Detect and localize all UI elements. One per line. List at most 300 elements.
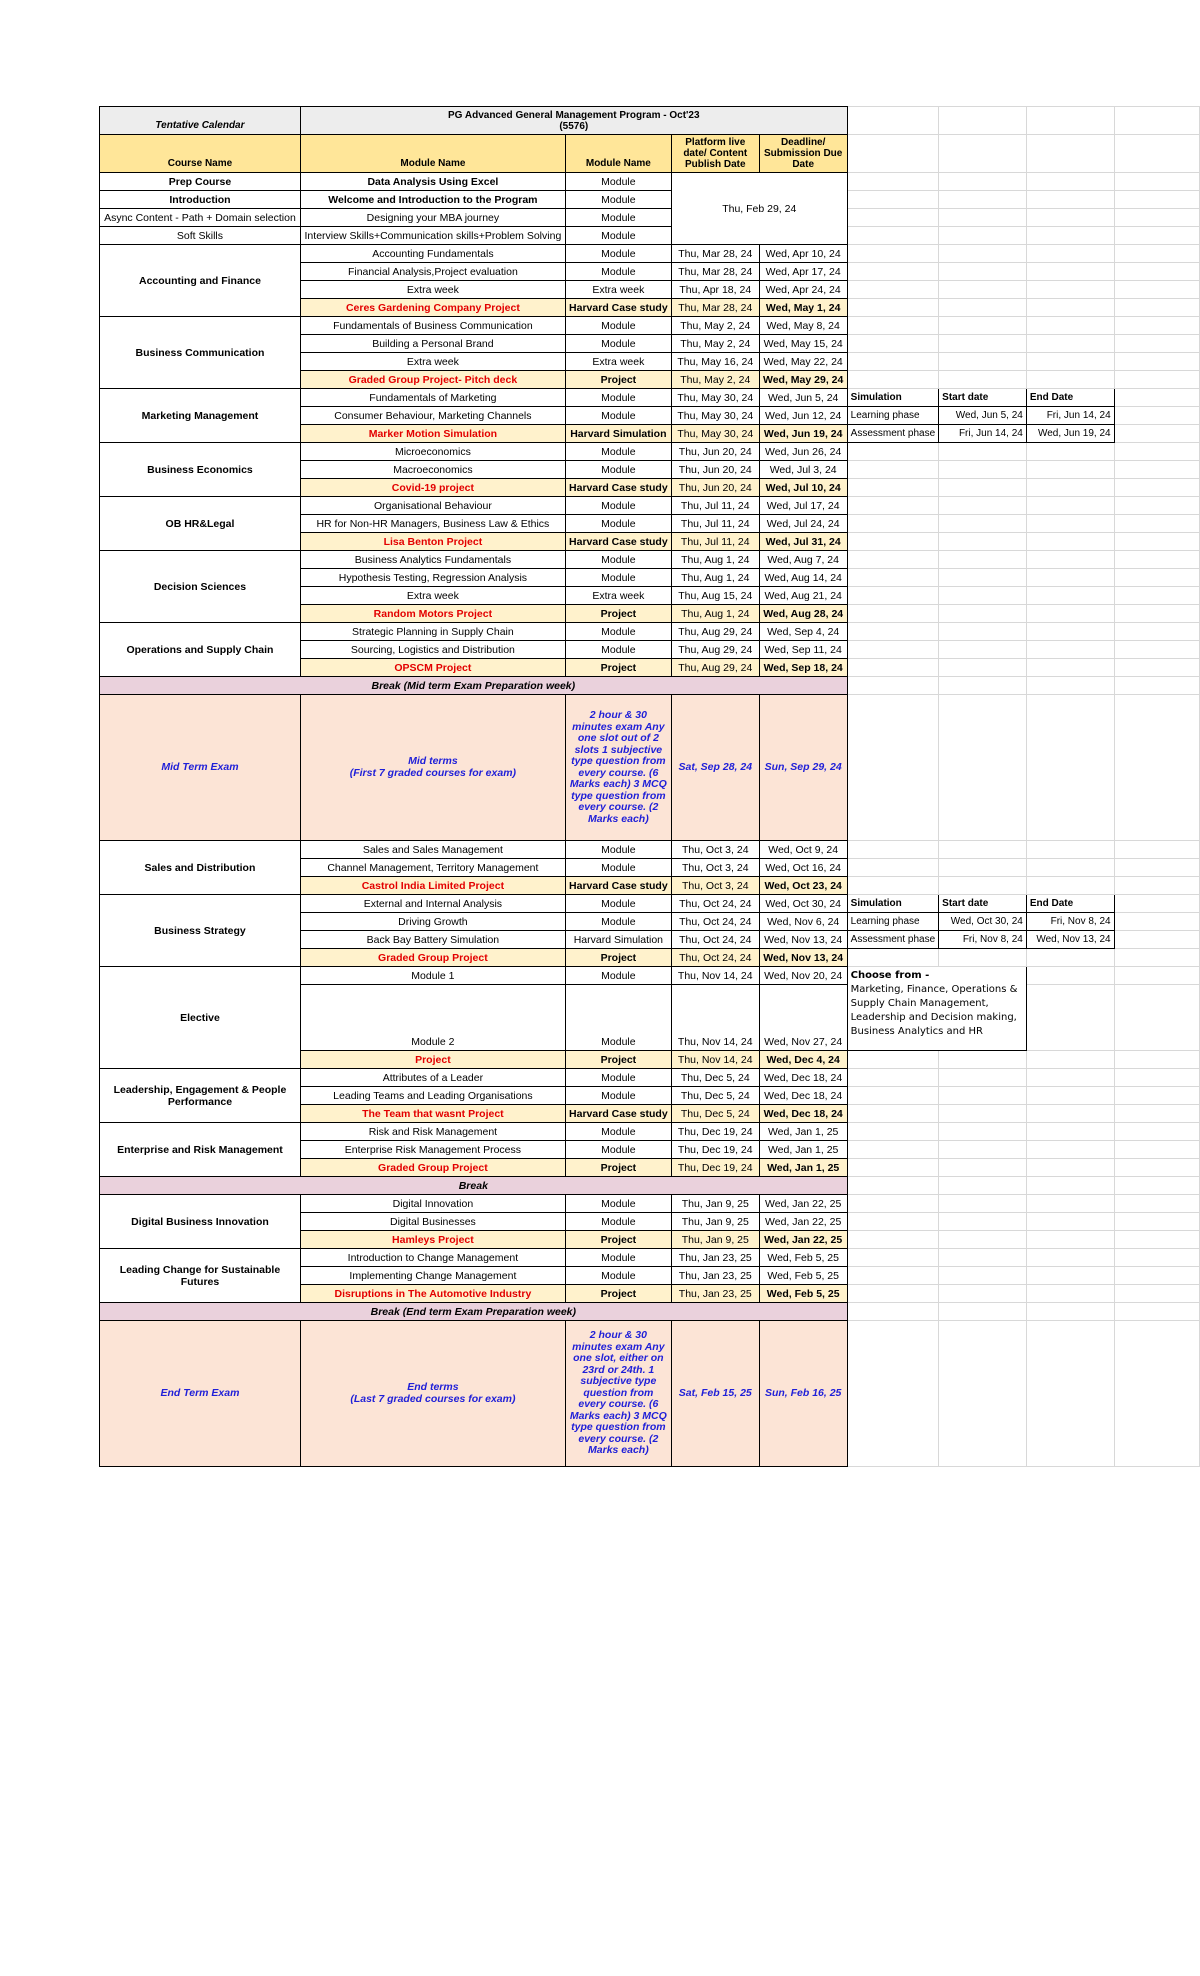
empty-cell: [1026, 281, 1114, 299]
module-type: Module: [565, 245, 671, 263]
module-name: Fundamentals of Business Communication: [300, 317, 565, 335]
deadline-date: Wed, Oct 16, 24: [759, 859, 847, 877]
module-name: Sales and Sales Management: [300, 841, 565, 859]
exam-end-date: Sun, Sep 29, 24: [759, 695, 847, 841]
publish-date: Thu, Aug 1, 24: [671, 551, 759, 569]
empty-cell: [847, 1159, 939, 1177]
empty-cell: [1114, 931, 1199, 949]
elective-choose-box: [847, 967, 1026, 1051]
empty-cell: [1114, 497, 1199, 515]
program-title: [300, 107, 847, 135]
empty-cell: [1026, 967, 1114, 985]
break-label: Break (Mid term Exam Preparation week): [100, 677, 848, 695]
module-type: Module: [565, 173, 671, 191]
publish-date: Thu, May 16, 24: [671, 353, 759, 371]
empty-cell: [1114, 985, 1199, 1051]
exam-module-subtitle: (Last 7 graded courses for exam): [350, 1392, 516, 1405]
deadline-date: Wed, Oct 30, 24: [759, 895, 847, 913]
deadline-date: Wed, Jul 3, 24: [759, 461, 847, 479]
publish-date: Thu, Oct 3, 24: [671, 841, 759, 859]
empty-cell: [1026, 461, 1114, 479]
module-name: Back Bay Battery Simulation: [300, 931, 565, 949]
empty-cell: [1026, 135, 1114, 173]
exam-module: [300, 695, 565, 841]
project-name: Project: [300, 1051, 565, 1069]
empty-cell: [1026, 551, 1114, 569]
publish-date: Thu, Jan 23, 25: [671, 1249, 759, 1267]
course-name: Business Communication: [100, 317, 301, 389]
empty-cell: [1114, 1069, 1199, 1087]
module-type: Module: [565, 967, 671, 985]
module-type: Module: [565, 569, 671, 587]
deadline-date: Wed, May 8, 24: [759, 317, 847, 335]
course-name: Leading Change for Sustainable Futures: [100, 1249, 301, 1303]
empty-cell: [1114, 515, 1199, 533]
course-name: Business Economics: [100, 443, 301, 497]
module-type: Harvard Case study: [565, 479, 671, 497]
exam-row: [100, 695, 1200, 841]
module-name: Extra week: [300, 353, 565, 371]
module-type: Module: [565, 1249, 671, 1267]
empty-cell: [1026, 1213, 1114, 1231]
publish-date: Thu, Aug 29, 24: [671, 659, 759, 677]
empty-cell: [847, 841, 939, 859]
publish-date: Thu, Oct 24, 24: [671, 895, 759, 913]
deadline-date: Wed, Dec 18, 24: [759, 1105, 847, 1123]
empty-cell: [1026, 859, 1114, 877]
course-name: Digital Business Innovation: [100, 1195, 301, 1249]
deadline-date: Wed, Jul 24, 24: [759, 515, 847, 533]
exam-module: [300, 1321, 565, 1467]
deadline-date: Wed, Oct 23, 24: [759, 877, 847, 895]
exam-info: 2 hour & 30 minutes exam Any one slot out of 2 slots 1 subjective type question from every course. (6 Marks each) 3 MCQ type question from every course. (2 Marks each): [565, 695, 671, 841]
empty-cell: [1114, 1051, 1199, 1069]
simulation-phase: Learning phase: [847, 407, 939, 425]
empty-cell: [1026, 353, 1114, 371]
publish-date: Thu, Oct 24, 24: [671, 931, 759, 949]
project-name: Ceres Gardening Company Project: [300, 299, 565, 317]
deadline-date: Wed, Jan 1, 25: [759, 1123, 847, 1141]
empty-cell: [847, 1123, 939, 1141]
publish-date: Thu, Jun 20, 24: [671, 461, 759, 479]
module-type: Module: [565, 443, 671, 461]
empty-cell: [1114, 227, 1199, 245]
empty-cell: [1114, 569, 1199, 587]
empty-cell: [1114, 587, 1199, 605]
empty-cell: [939, 859, 1027, 877]
module-name: External and Internal Analysis: [300, 895, 565, 913]
empty-cell: [1026, 1303, 1114, 1321]
tentative-calendar-label: Tentative Calendar: [100, 107, 301, 135]
break-label: Break: [100, 1177, 848, 1195]
phase-start-date: Fri, Nov 8, 24: [939, 931, 1027, 949]
empty-cell: [847, 461, 939, 479]
empty-cell: [939, 317, 1027, 335]
empty-cell: [847, 281, 939, 299]
empty-cell: [1114, 895, 1199, 913]
empty-cell: [939, 1285, 1027, 1303]
empty-cell: [1026, 191, 1114, 209]
empty-cell: [1114, 191, 1199, 209]
empty-cell: [1114, 1177, 1199, 1195]
deadline-date: Wed, Nov 13, 24: [759, 931, 847, 949]
empty-cell: [1114, 695, 1199, 841]
empty-cell: [1114, 659, 1199, 677]
empty-cell: [1114, 1231, 1199, 1249]
module-name: Enterprise Risk Management Process: [300, 1141, 565, 1159]
program-title-line1: PG Advanced General Management Program - Oct'23: [448, 109, 700, 121]
break-label: Break (End term Exam Preparation week): [100, 1303, 848, 1321]
deadline-date: Wed, Jun 5, 24: [759, 389, 847, 407]
empty-cell: [1114, 533, 1199, 551]
phase-start-date: Wed, Oct 30, 24: [939, 913, 1027, 931]
simulation-phase: Assessment phase: [847, 425, 939, 443]
publish-date: Thu, Aug 29, 24: [671, 623, 759, 641]
empty-cell: [847, 1213, 939, 1231]
empty-cell: [1026, 1069, 1114, 1087]
exam-start-date: Sat, Sep 28, 24: [671, 695, 759, 841]
intro-row: [100, 209, 1200, 227]
module-type: Module: [565, 895, 671, 913]
empty-cell: [847, 587, 939, 605]
publish-date: Thu, Dec 19, 24: [671, 1123, 759, 1141]
deadline-date: Wed, Jun 26, 24: [759, 443, 847, 461]
calendar-sheet: [99, 106, 1200, 1467]
empty-cell: [1114, 461, 1199, 479]
break-row: [100, 1303, 1200, 1321]
empty-cell: [939, 461, 1027, 479]
module-type: Module: [565, 1141, 671, 1159]
deadline-date: Wed, Apr 17, 24: [759, 263, 847, 281]
empty-cell: [847, 371, 939, 389]
deadline-date: Wed, Jan 1, 25: [759, 1141, 847, 1159]
empty-cell: [1026, 1321, 1114, 1467]
deadline-date: Wed, Jul 31, 24: [759, 533, 847, 551]
publish-date: Thu, Mar 28, 24: [671, 299, 759, 317]
empty-cell: [1114, 299, 1199, 317]
empty-cell: [847, 623, 939, 641]
empty-cell: [1026, 299, 1114, 317]
empty-cell: [1026, 1249, 1114, 1267]
module-type: Module: [565, 407, 671, 425]
deadline-date: Wed, Apr 10, 24: [759, 245, 847, 263]
empty-cell: [1114, 209, 1199, 227]
empty-cell: [847, 135, 939, 173]
col-publish-date: Platform live date/ Content Publish Date: [671, 135, 759, 173]
empty-cell: [847, 209, 939, 227]
intro-publish-date: Thu, Feb 29, 24: [671, 173, 847, 245]
project-name: OPSCM Project: [300, 659, 565, 677]
publish-date: Thu, May 30, 24: [671, 407, 759, 425]
empty-cell: [847, 949, 939, 967]
empty-cell: [1114, 1303, 1199, 1321]
empty-cell: [939, 1051, 1027, 1069]
empty-cell: [939, 587, 1027, 605]
empty-cell: [939, 281, 1027, 299]
simulation-header: Simulation: [847, 895, 939, 913]
empty-cell: [939, 695, 1027, 841]
deadline-date: Wed, Dec 18, 24: [759, 1087, 847, 1105]
empty-cell: [847, 859, 939, 877]
module-name: Fundamentals of Marketing: [300, 389, 565, 407]
project-name: Graded Group Project: [300, 949, 565, 967]
empty-cell: [847, 317, 939, 335]
module-name: Attributes of a Leader: [300, 1069, 565, 1087]
publish-date: Thu, May 2, 24: [671, 335, 759, 353]
empty-cell: [1114, 425, 1199, 443]
empty-cell: [847, 677, 939, 695]
course-row: [100, 389, 1200, 407]
empty-cell: [1114, 407, 1199, 425]
calendar-body: [100, 107, 1200, 1467]
empty-cell: [1114, 1087, 1199, 1105]
empty-cell: [939, 1069, 1027, 1087]
deadline-date: Wed, Apr 24, 24: [759, 281, 847, 299]
empty-cell: [1114, 1213, 1199, 1231]
empty-cell: [1026, 1141, 1114, 1159]
exam-module-title: End terms: [407, 1381, 459, 1393]
publish-date: Thu, Oct 3, 24: [671, 859, 759, 877]
empty-cell: [1114, 479, 1199, 497]
deadline-date: Wed, Nov 13, 24: [759, 949, 847, 967]
empty-cell: [1026, 263, 1114, 281]
empty-cell: [1114, 841, 1199, 859]
empty-cell: [939, 497, 1027, 515]
empty-cell: [939, 1303, 1027, 1321]
program-title-line2: (5576): [559, 120, 589, 132]
module-name: Implementing Change Management: [300, 1267, 565, 1285]
deadline-date: Wed, Aug 28, 24: [759, 605, 847, 623]
empty-cell: [939, 1213, 1027, 1231]
empty-cell: [1026, 515, 1114, 533]
module-type: Module: [565, 317, 671, 335]
project-name: The Team that wasnt Project: [300, 1105, 565, 1123]
module-type: Module: [565, 913, 671, 931]
empty-cell: [847, 497, 939, 515]
publish-date: Thu, Oct 24, 24: [671, 913, 759, 931]
break-row: [100, 677, 1200, 695]
course-name: Leadership, Engagement & People Performance: [100, 1069, 301, 1123]
empty-cell: [1114, 605, 1199, 623]
empty-cell: [1026, 1177, 1114, 1195]
module-name: Extra week: [300, 281, 565, 299]
publish-date: Thu, Apr 18, 24: [671, 281, 759, 299]
module-type: Module: [565, 1267, 671, 1285]
course-name: Operations and Supply Chain: [100, 623, 301, 677]
publish-date: Thu, Jan 9, 25: [671, 1231, 759, 1249]
module-type: Extra week: [565, 281, 671, 299]
module-type: Project: [565, 1231, 671, 1249]
exam-module-subtitle: (First 7 graded courses for exam): [349, 766, 517, 779]
empty-cell: [1026, 1087, 1114, 1105]
course-row: [100, 967, 1200, 985]
publish-date: Thu, Dec 5, 24: [671, 1069, 759, 1087]
project-name: Graded Group Project: [300, 1159, 565, 1177]
exam-name: End Term Exam: [100, 1321, 301, 1467]
empty-cell: [1026, 677, 1114, 695]
empty-cell: [1026, 949, 1114, 967]
empty-cell: [1026, 985, 1114, 1051]
empty-cell: [1026, 1105, 1114, 1123]
col-deadline-date: Deadline/ Submission Due Date: [759, 135, 847, 173]
deadline-date: Wed, Jul 17, 24: [759, 497, 847, 515]
course-row: [100, 841, 1200, 859]
publish-date: Thu, Jul 11, 24: [671, 515, 759, 533]
empty-cell: [1026, 245, 1114, 263]
empty-cell: [1026, 479, 1114, 497]
empty-cell: [847, 1069, 939, 1087]
deadline-date: Wed, Sep 18, 24: [759, 659, 847, 677]
empty-cell: [1114, 1285, 1199, 1303]
empty-cell: [1026, 1285, 1114, 1303]
empty-cell: [1026, 335, 1114, 353]
header-row-columns: [100, 135, 1200, 173]
module-type: Project: [565, 949, 671, 967]
empty-cell: [1026, 1159, 1114, 1177]
publish-date: Thu, May 30, 24: [671, 389, 759, 407]
empty-cell: [847, 1105, 939, 1123]
empty-cell: [847, 173, 939, 191]
module-name: Business Analytics Fundamentals: [300, 551, 565, 569]
empty-cell: [939, 227, 1027, 245]
module-name: Welcome and Introduction to the Program: [300, 191, 565, 209]
deadline-date: Wed, Jan 22, 25: [759, 1213, 847, 1231]
module-type: Extra week: [565, 587, 671, 605]
publish-date: Thu, Dec 19, 24: [671, 1159, 759, 1177]
module-name: Leading Teams and Leading Organisations: [300, 1087, 565, 1105]
exam-name: Mid Term Exam: [100, 695, 301, 841]
deadline-date: Wed, May 22, 24: [759, 353, 847, 371]
start-date-header: Start date: [939, 389, 1027, 407]
empty-cell: [1114, 135, 1199, 173]
publish-date: Thu, Mar 28, 24: [671, 263, 759, 281]
col-module-type: Module Name: [565, 135, 671, 173]
deadline-date: Wed, Jun 19, 24: [759, 425, 847, 443]
empty-cell: [1026, 209, 1114, 227]
empty-cell: [1114, 877, 1199, 895]
end-date-header: End Date: [1026, 895, 1114, 913]
module-type: Harvard Case study: [565, 299, 671, 317]
empty-cell: [1026, 107, 1114, 135]
empty-cell: [939, 623, 1027, 641]
course-name: Enterprise and Risk Management: [100, 1123, 301, 1177]
module-type: Module: [565, 1069, 671, 1087]
empty-cell: [939, 209, 1027, 227]
publish-date: Thu, Oct 3, 24: [671, 877, 759, 895]
deadline-date: Wed, Feb 5, 25: [759, 1249, 847, 1267]
intro-row: [100, 173, 1200, 191]
empty-cell: [1114, 1123, 1199, 1141]
empty-cell: [939, 1249, 1027, 1267]
course-row: [100, 1249, 1200, 1267]
empty-cell: [939, 515, 1027, 533]
empty-cell: [847, 515, 939, 533]
module-name: Module 1: [300, 967, 565, 985]
course-row: [100, 443, 1200, 461]
empty-cell: [1114, 859, 1199, 877]
empty-cell: [1114, 1141, 1199, 1159]
empty-cell: [847, 227, 939, 245]
empty-cell: [847, 551, 939, 569]
empty-cell: [939, 1141, 1027, 1159]
course-name: Introduction: [100, 191, 301, 209]
deadline-date: Wed, May 29, 24: [759, 371, 847, 389]
deadline-date: Wed, Jan 22, 25: [759, 1231, 847, 1249]
empty-cell: [1026, 877, 1114, 895]
empty-cell: [1026, 605, 1114, 623]
empty-cell: [847, 107, 939, 135]
empty-cell: [939, 949, 1027, 967]
col-module-name: Module Name: [300, 135, 565, 173]
module-type: Module: [565, 497, 671, 515]
deadline-date: Wed, Feb 5, 25: [759, 1267, 847, 1285]
publish-date: Thu, Aug 15, 24: [671, 587, 759, 605]
empty-cell: [939, 1159, 1027, 1177]
module-type: Module: [565, 623, 671, 641]
empty-cell: [1114, 967, 1199, 985]
empty-cell: [939, 569, 1027, 587]
project-name: Graded Group Project- Pitch deck: [300, 371, 565, 389]
module-type: Module: [565, 641, 671, 659]
publish-date: Thu, Jan 9, 25: [671, 1213, 759, 1231]
deadline-date: Wed, May 15, 24: [759, 335, 847, 353]
empty-cell: [847, 605, 939, 623]
empty-cell: [847, 1195, 939, 1213]
empty-cell: [847, 569, 939, 587]
project-name: Hamleys Project: [300, 1231, 565, 1249]
phase-end-date: Fri, Nov 8, 24: [1026, 913, 1114, 931]
empty-cell: [939, 677, 1027, 695]
deadline-date: Wed, Nov 27, 24: [759, 985, 847, 1051]
module-type: Project: [565, 1285, 671, 1303]
project-name: Lisa Benton Project: [300, 533, 565, 551]
module-name: Extra week: [300, 587, 565, 605]
deadline-date: Wed, Feb 5, 25: [759, 1285, 847, 1303]
module-type: Project: [565, 1051, 671, 1069]
module-name: Module 2: [300, 985, 565, 1051]
exam-start-date: Sat, Feb 15, 25: [671, 1321, 759, 1467]
empty-cell: [847, 479, 939, 497]
module-type: Module: [565, 461, 671, 479]
project-name: Random Motors Project: [300, 605, 565, 623]
deadline-date: Wed, Dec 18, 24: [759, 1069, 847, 1087]
empty-cell: [847, 695, 939, 841]
intro-row: [100, 191, 1200, 209]
publish-date: Thu, Dec 5, 24: [671, 1087, 759, 1105]
empty-cell: [847, 263, 939, 281]
module-name: Driving Growth: [300, 913, 565, 931]
publish-date: Thu, Aug 1, 24: [671, 605, 759, 623]
empty-cell: [939, 443, 1027, 461]
course-name: Sales and Distribution: [100, 841, 301, 895]
module-name: Designing your MBA journey: [300, 209, 565, 227]
course-name: Accounting and Finance: [100, 245, 301, 317]
end-date-header: End Date: [1026, 389, 1114, 407]
empty-cell: [939, 877, 1027, 895]
empty-cell: [847, 299, 939, 317]
module-name: Digital Businesses: [300, 1213, 565, 1231]
publish-date: Thu, Jul 11, 24: [671, 533, 759, 551]
empty-cell: [1026, 641, 1114, 659]
publish-date: Thu, Nov 14, 24: [671, 985, 759, 1051]
module-name: Sourcing, Logistics and Distribution: [300, 641, 565, 659]
empty-cell: [939, 641, 1027, 659]
module-type: Harvard Case study: [565, 1105, 671, 1123]
choose-from-title: Choose from -: [850, 970, 930, 981]
empty-cell: [1114, 1321, 1199, 1467]
exam-row: [100, 1321, 1200, 1467]
publish-date: Thu, Jan 23, 25: [671, 1267, 759, 1285]
